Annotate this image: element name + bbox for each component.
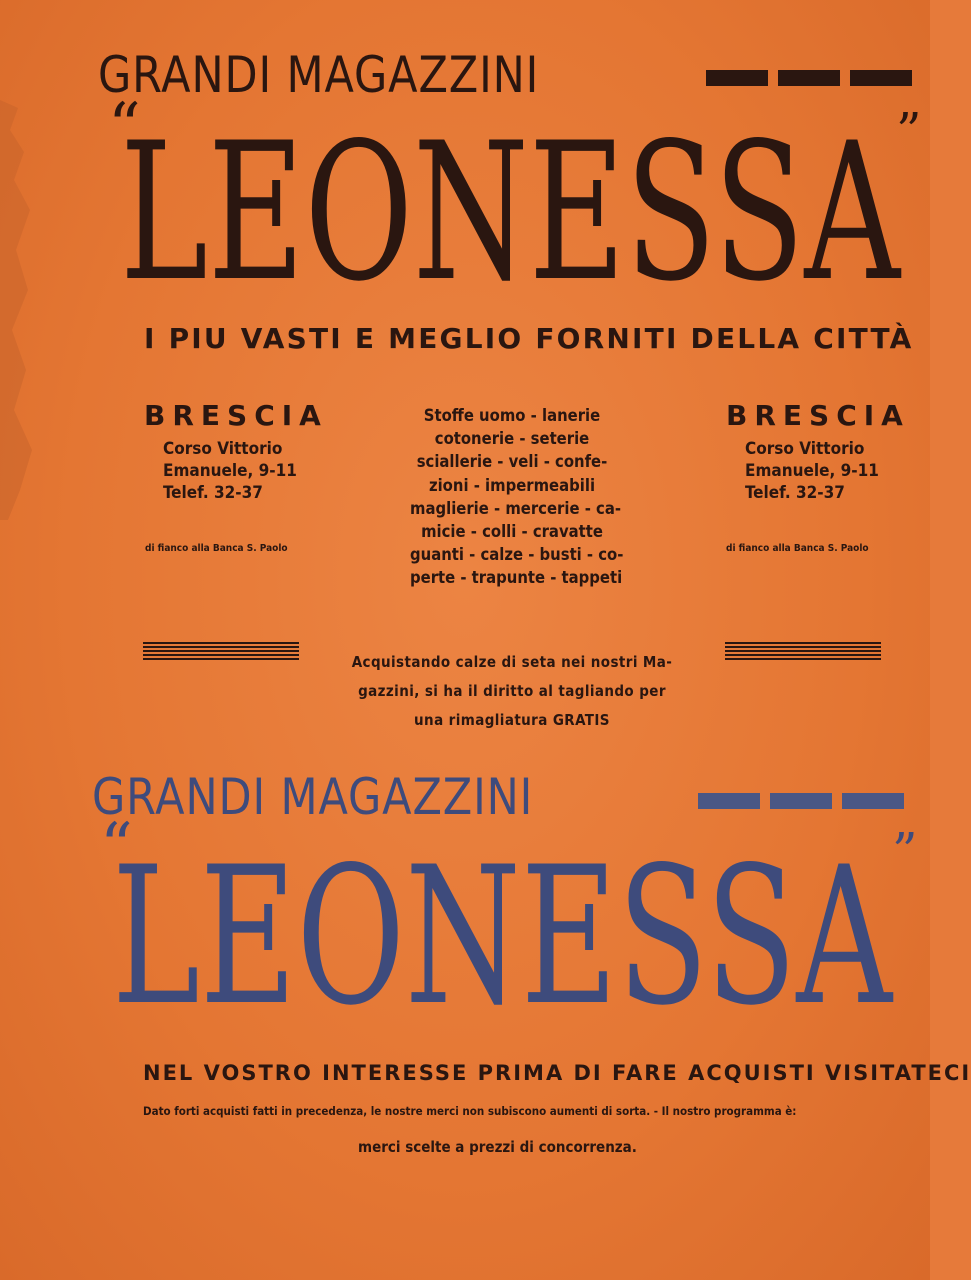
goods-line: sciallerie - veli - confe- — [416, 452, 608, 472]
grandi-magazzini-title: GRANDI MAGAZZINI — [98, 46, 540, 104]
offer-line: Acquistando calze di seta nei nostri Ma- — [351, 653, 673, 671]
visit-us-headline: NEL VOSTRO INTERESSE PRIMA DI FARE ACQUISTI VISITATECI — [143, 1061, 971, 1085]
right-city: BRESCIA — [726, 399, 910, 432]
close-quote: ” — [896, 102, 922, 160]
left-address — [163, 438, 297, 504]
right-address — [745, 438, 879, 504]
goods-line: micie - colli - cravatte — [421, 522, 603, 542]
goods-line: perte - trapunte - tappeti — [410, 568, 623, 588]
left-rule — [143, 642, 299, 662]
leonessa-brand: LEONESSA — [120, 102, 902, 323]
title-dashes-bottom — [698, 793, 904, 809]
address-line: Corso Vittorio — [163, 439, 283, 459]
dash — [850, 70, 912, 86]
address-line: Emanuele, 9-11 — [745, 461, 879, 481]
leonessa-logotype-bottom — [92, 810, 918, 1047]
dash — [770, 793, 832, 809]
left-city: BRESCIA — [144, 399, 328, 432]
program-closing: merci scelte a prezzi di concorrenza. — [358, 1138, 637, 1156]
goods-line: guanti - calze - busti - co- — [410, 545, 624, 565]
title-dashes — [706, 70, 912, 86]
silk-stockings-offer — [330, 648, 694, 735]
leonessa-brand-bottom: LEONESSA — [112, 826, 894, 1047]
tagline: I PIU VASTI E MEGLIO FORNITI DELLA CITTÀ — [144, 322, 914, 355]
offer-line: gazzini, si ha il diritto al tagliando per — [358, 682, 666, 700]
left-address-note: di fianco alla Banca S. Paolo — [145, 543, 288, 554]
right-rule — [725, 642, 881, 662]
goods-line: zioni - impermeabili — [428, 475, 596, 495]
offer-line: una rimagliatura GRATIS — [414, 711, 610, 729]
goods-line: cotonerie - seterie — [434, 429, 590, 449]
price-note: Dato forti acquisti fatti in precedenza, le nostre merci non subiscono aumenti di sorta. - Il nostro programma è: — [143, 1104, 797, 1118]
goods-line: Stoffe uomo - lanerie — [423, 406, 601, 425]
open-quote: “ — [108, 90, 141, 164]
open-quote: “ — [100, 810, 133, 884]
dash — [698, 793, 760, 809]
close-quote: ” — [892, 822, 918, 880]
torn-paper-edge — [0, 100, 42, 520]
grandi-magazzini-title-bottom: GRANDI MAGAZZINI — [92, 768, 534, 826]
dash — [778, 70, 840, 86]
goods-list — [410, 404, 624, 590]
address-line: Corso Vittorio — [745, 439, 865, 459]
right-address-note: di fianco alla Banca S. Paolo — [726, 543, 869, 554]
goods-line: maglierie - mercerie - ca- — [410, 498, 621, 518]
address-line: Emanuele, 9-11 — [163, 461, 297, 481]
address-line: Telef. 32-37 — [163, 483, 263, 503]
dash — [842, 793, 904, 809]
leonessa-logotype — [100, 90, 922, 323]
dash — [706, 70, 768, 86]
address-line: Telef. 32-37 — [745, 483, 845, 503]
